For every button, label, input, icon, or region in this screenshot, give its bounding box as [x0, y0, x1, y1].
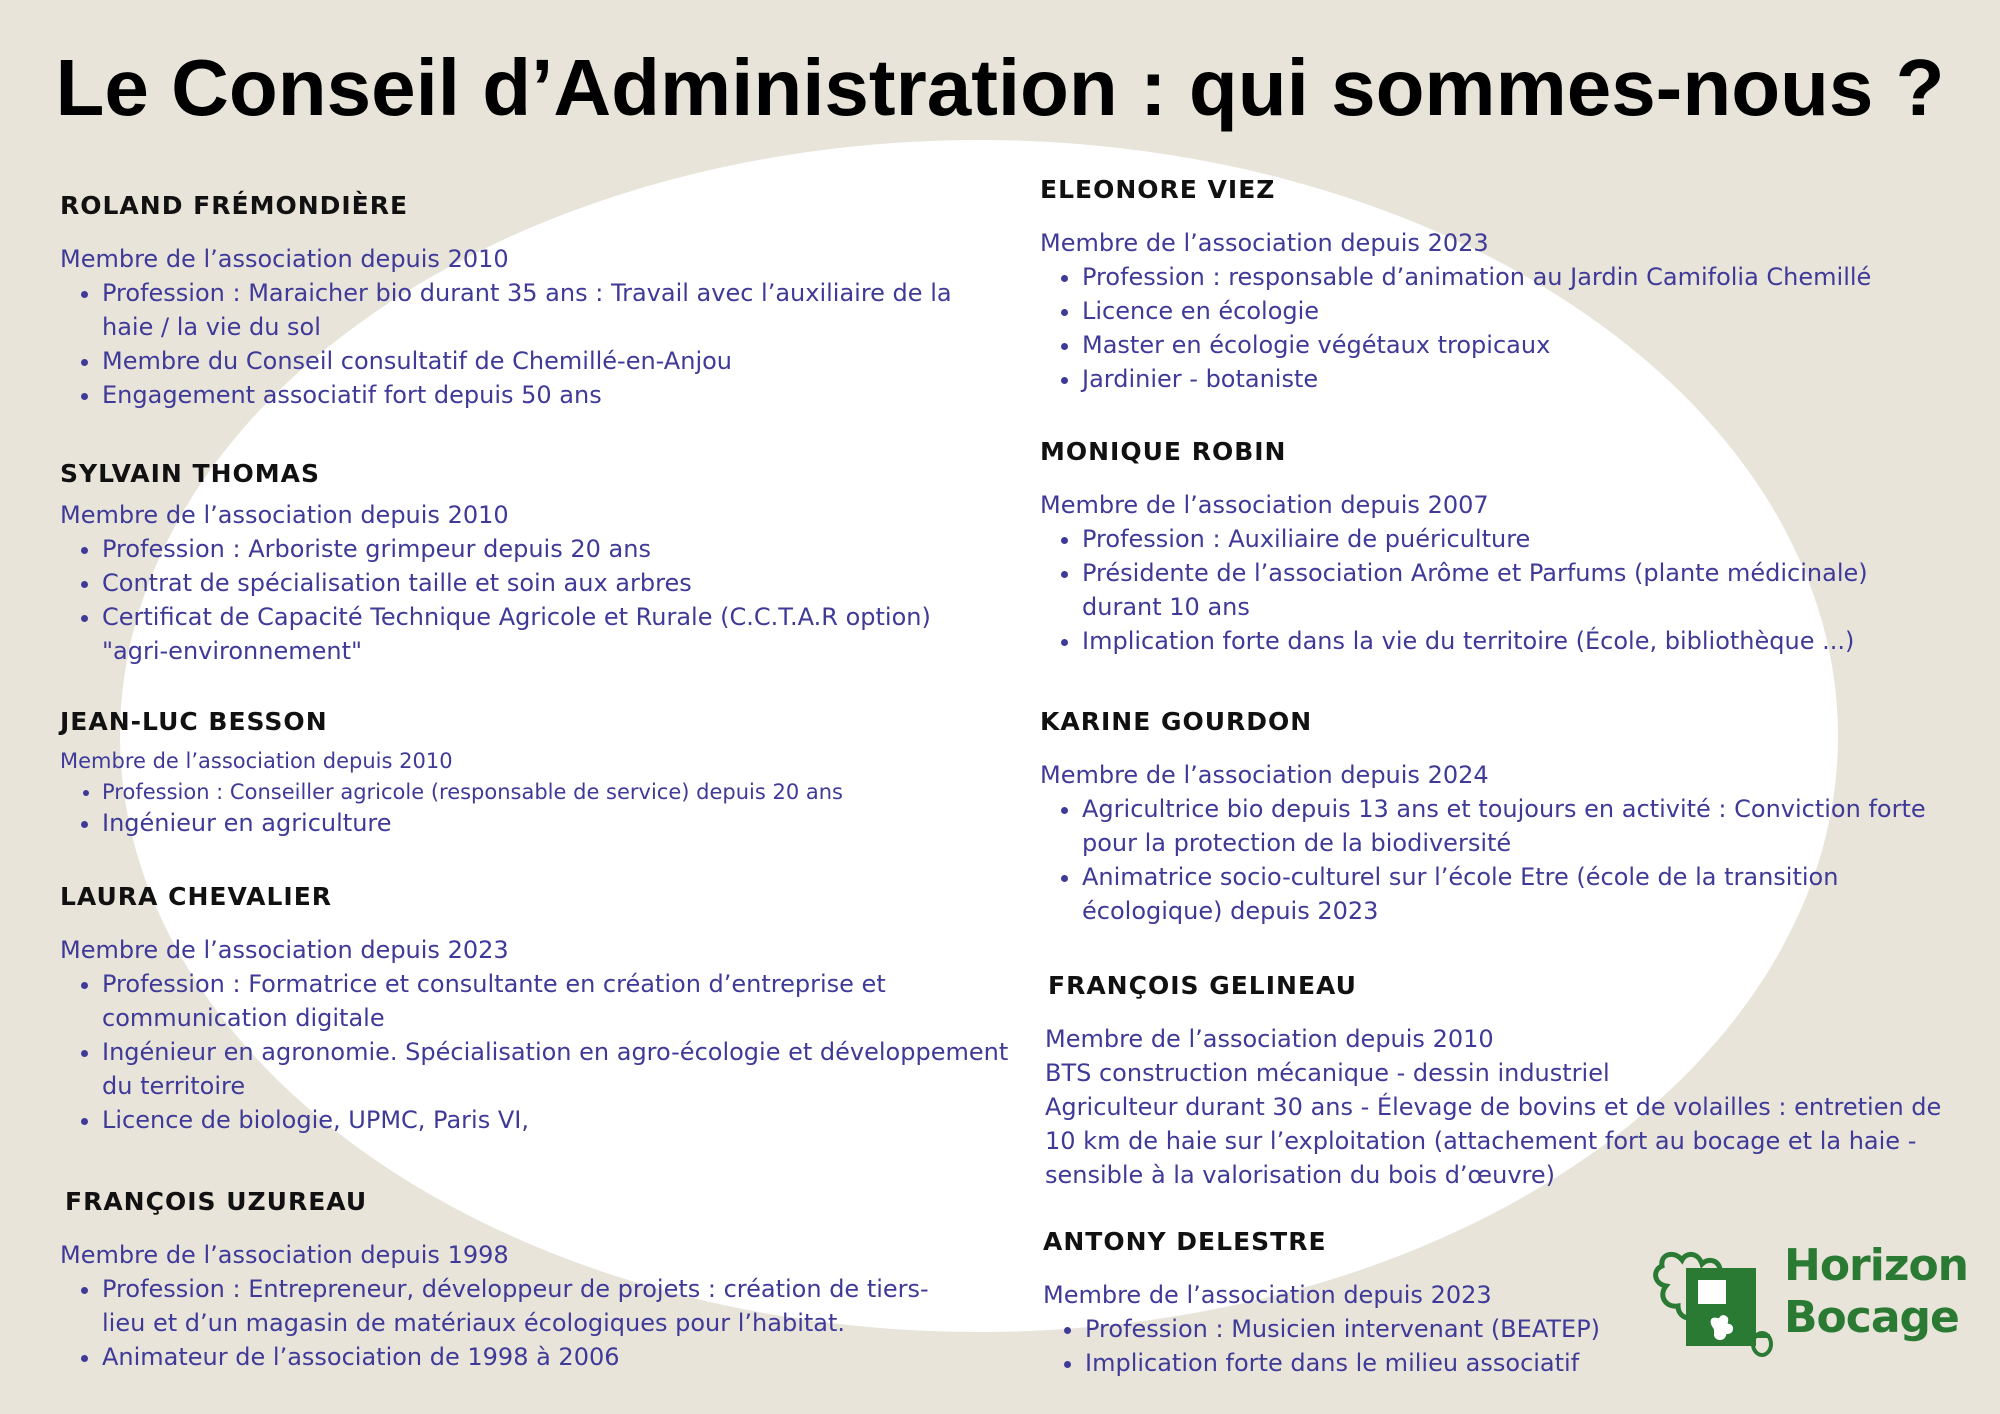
bullet: • Profession : Maraicher bio durant 35 ans : Travail avec l’auxiliaire de la haie / la vie du sol	[102, 276, 960, 344]
logo-line-2: Bocage	[1784, 1292, 1959, 1343]
member-name: MONIQUE ROBIN	[1040, 437, 1287, 466]
member-detail: Agriculteur durant 30 ans - Élevage de bovins et de volailles : entretien de 10 km de haie sur l’exploitation (attachement fort au bocage et la haie - sensible à la valorisation du bois d’œuvre)	[1045, 1093, 1942, 1189]
bullet: • Ingénieur en agriculture	[102, 808, 960, 839]
member-since: Membre de l’association depuis 2010	[1045, 1025, 1494, 1053]
member-since: Membre de l’association depuis 1998	[60, 1241, 509, 1269]
member-bullets	[1040, 792, 1950, 928]
member-karine	[1040, 706, 1950, 928]
bullet: • Ingénieur en agronomie. Spécialisation en agro-écologie et développement du territoire	[102, 1035, 1010, 1103]
horizon-bocage-logo	[1652, 1240, 1972, 1360]
member-name: KARINE GOURDON	[1040, 707, 1313, 736]
member-jean-luc	[60, 706, 960, 839]
member-bullets	[60, 967, 1010, 1137]
member-francois-gelineau	[1045, 970, 1945, 1192]
bullet: • Agricultrice bio depuis 13 ans et toujours en activité : Conviction forte pour la protection de la biodiversité	[1082, 792, 1950, 860]
member-name: LAURA CHEVALIER	[60, 882, 333, 911]
member-bullets	[60, 532, 960, 668]
bullet: • Contrat de spécialisation taille et soin aux arbres	[102, 566, 960, 600]
bullet: • Présidente de l’association Arôme et Parfums (plante médicinale) durant 10 ans	[1082, 556, 1940, 624]
member-since: Membre de l’association depuis 2007	[1040, 491, 1489, 519]
bullet: • Membre du Conseil consultatif de Chemillé-en-Anjou	[102, 344, 960, 378]
member-since: Membre de l’association depuis 2023	[1043, 1281, 1492, 1309]
bullet: • Master en écologie végétaux tropicaux	[1082, 328, 1940, 362]
member-eleonore	[1040, 174, 1940, 396]
member-bullets	[60, 1272, 960, 1374]
member-monique	[1040, 436, 1940, 658]
member-name: FRANÇOIS UZUREAU	[65, 1187, 368, 1216]
member-bullets	[60, 276, 960, 412]
member-name: ELEONORE VIEZ	[1040, 175, 1276, 204]
bullet: • Implication forte dans la vie du territoire (École, bibliothèque ...)	[1082, 624, 1940, 658]
member-since: Membre de l’association depuis 2010	[60, 749, 453, 773]
bullet: • Implication forte dans le milieu associatif	[1085, 1346, 1643, 1380]
bullet: • Profession : Conseiller agricole (responsable de service) depuis 20 ans	[102, 777, 960, 808]
bullet: • Profession : Entrepreneur, développeur de projets : création de tiers-lieu et d’un magasin de matériaux écologiques pour l’habitat.	[102, 1272, 960, 1340]
member-bullets	[1040, 260, 1940, 396]
member-sylvain	[60, 458, 960, 668]
bullet: • Jardinier - botaniste	[1082, 362, 1940, 396]
member-since: Membre de l’association depuis 2023	[1040, 229, 1489, 257]
member-laura	[60, 881, 1010, 1137]
member-since: Membre de l’association depuis 2010	[60, 245, 509, 273]
oak-leaf-icon	[1652, 1240, 1782, 1360]
logo-text	[1784, 1240, 1968, 1344]
bullet: • Profession : Formatrice et consultante en création d’entreprise et communication digitale	[102, 967, 1010, 1035]
member-roland	[60, 190, 960, 412]
member-antony	[1043, 1226, 1643, 1380]
member-detail: BTS construction mécanique - dessin industriel	[1045, 1059, 1610, 1087]
bullet: • Animatrice socio-culturel sur l’école Etre (école de la transition écologique) depuis 2023	[1082, 860, 1950, 928]
bullet: • Licence de biologie, UPMC, Paris VI,	[102, 1103, 1010, 1137]
bullet: • Profession : Musicien intervenant (BEATEP)	[1085, 1312, 1643, 1346]
member-since: Membre de l’association depuis 2024	[1040, 761, 1489, 789]
member-francois-uzureau	[60, 1186, 960, 1374]
member-name: SYLVAIN THOMAS	[60, 459, 320, 488]
bullet: • Profession : Auxiliaire de puériculture	[1082, 522, 1940, 556]
member-since: Membre de l’association depuis 2010	[60, 501, 509, 529]
member-bullets	[60, 777, 960, 839]
bullet: • Licence en écologie	[1082, 294, 1940, 328]
bullet: • Certificat de Capacité Technique Agricole et Rurale (C.C.T.A.R option) "agri-environnement"	[102, 600, 960, 668]
member-name: ANTONY DELESTRE	[1043, 1227, 1327, 1256]
member-name: ROLAND FRÉMONDIÈRE	[60, 191, 409, 220]
bullet: • Profession : Arboriste grimpeur depuis 20 ans	[102, 532, 960, 566]
member-bullets	[1043, 1312, 1643, 1380]
page-title: Le Conseil d’Administration : qui sommes-nous ?	[55, 43, 1945, 132]
member-bullets	[1040, 522, 1940, 658]
bullet: • Animateur de l’association de 1998 à 2006	[102, 1340, 960, 1374]
bullet: • Engagement associatif fort depuis 50 ans	[102, 378, 960, 412]
bullet: • Profession : responsable d’animation au Jardin Camifolia Chemillé	[1082, 260, 1940, 294]
member-since: Membre de l’association depuis 2023	[60, 936, 509, 964]
member-name: JEAN-LUC BESSON	[60, 707, 328, 736]
logo-line-1: Horizon	[1784, 1240, 1968, 1291]
member-name: FRANÇOIS GELINEAU	[1048, 971, 1357, 1000]
